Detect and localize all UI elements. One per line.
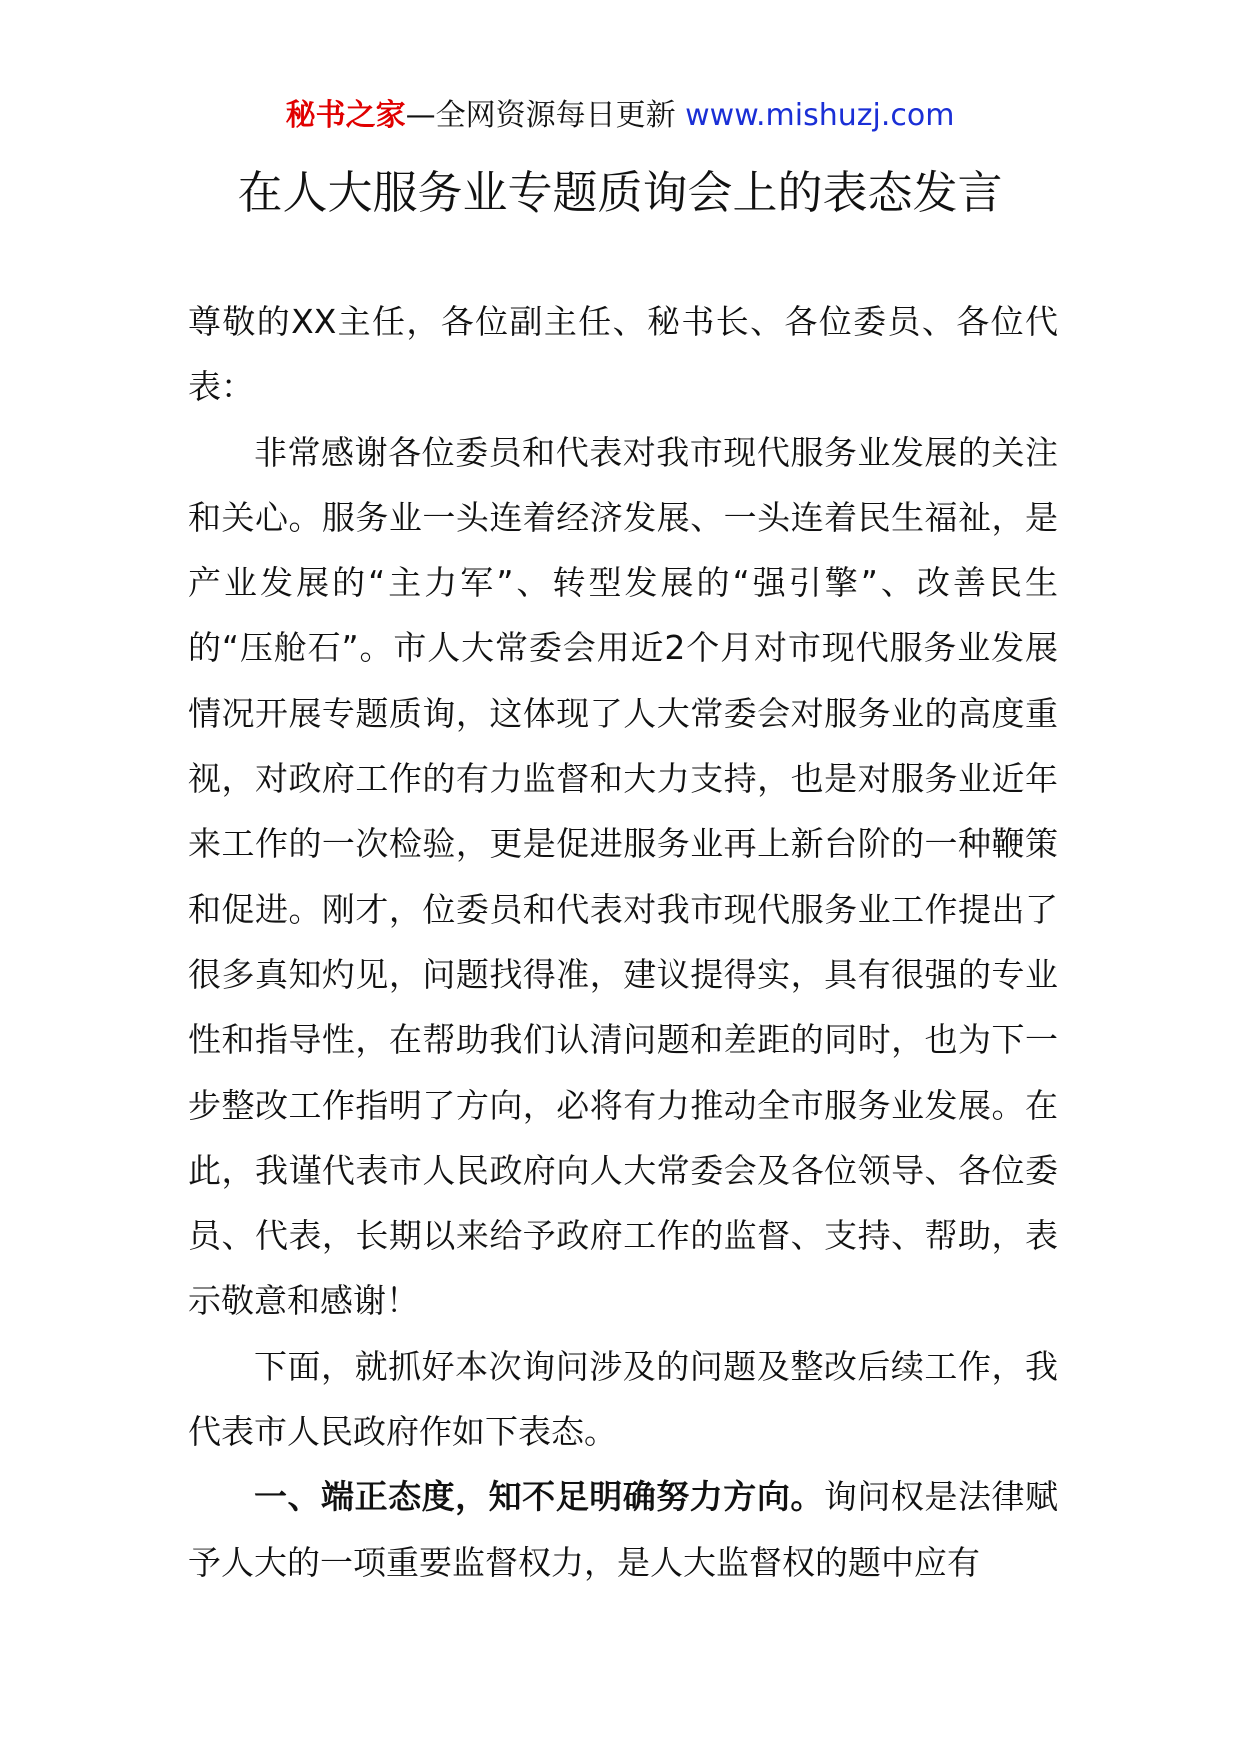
document-title: 在人大服务业专题质询会上的表态发言 (237, 166, 1003, 219)
salutation: 尊敬的XX主任，各位副主任、秘书长、各位委员、各位代表： (188, 302, 1058, 407)
site-tagline: —全网资源每日更新 (405, 98, 686, 133)
section-one-heading: 一、端正态度，知不足明确努力方向。 (254, 1477, 824, 1517)
paragraph-statement-intro: 下面，就抓好本次询问涉及的问题及整改后续工作，我代表市人民政府作如下表态。 (188, 1346, 1058, 1452)
section-one-body: 询问权是法律赋予人大的一项重要监督权力，是人大监督权的题中应有 (188, 1477, 1059, 1582)
site-header (0, 96, 1240, 136)
site-url-link[interactable]: www.mishuzj.com (685, 98, 955, 133)
section-one (188, 1464, 1058, 1595)
document-body (188, 289, 1058, 1595)
paragraph-thanks: 非常感谢各位委员和代表对我市现代服务业发展的关注和关心。服务业一头连着经济发展、一头连着民生福祉，是产业发展的“主力军”、转型发展的“强引擎”、改善民生的“压舱石”。市人大常委会用近2个月对市现代服务业发展情况开展专题质询，这体现了人大常委会对服务业的高度重视，对政府工作的有力监督和大力支持，也是对服务业近年来工作的一次检验，更是促进服务业再上新台阶的一种鞭策和促进。刚才，位委员和代表对我市现代服务业工作提出了很多真知灼见，问题找得准，建议提得实，具有很强的专业性和指导性，在帮助我们认清问题和差距的同时，也为下一步整改工作指明了方向，必将有力推动全市服务业发展。在此，我谨代表市人民政府向人大常委会及各位领导、各位委员、代表，长期以来给予政府工作的监督、支持、帮助，表示敬意和感谢！ (188, 432, 1058, 1321)
brand-name: 秘书之家 (285, 98, 406, 133)
